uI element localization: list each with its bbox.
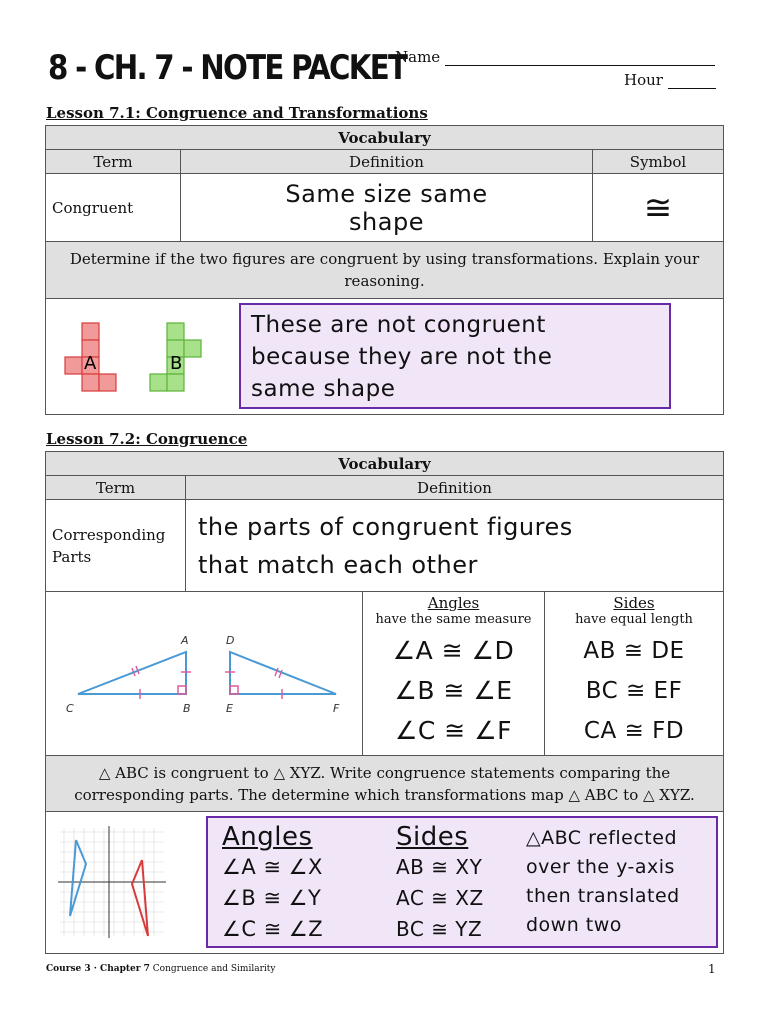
footer [46, 964, 275, 974]
page-title: 8 - CH. 7 - NOTE PACKET [48, 48, 407, 88]
definition-congruent [181, 174, 593, 242]
vertex-a-label: A [181, 634, 189, 647]
transform-line3: then translated [526, 885, 680, 907]
side-pair-3: CA ≅ FD [583, 718, 685, 744]
answer-line1: These are not congruent [251, 312, 546, 338]
congruence-prompt-line2: corresponding parts. The determine which transformations map △ ABC to △ XYZ. [74, 785, 695, 804]
answer-side-2: AC ≅ XZ [396, 886, 484, 910]
handwritten-definition-line2: shape [349, 207, 424, 236]
transform-line1: △ABC reflected [526, 827, 678, 849]
page-number: 1 [708, 962, 716, 976]
transform-line4: down two [526, 914, 622, 936]
angles-cell [363, 592, 545, 756]
term-congruent: Congruent [46, 174, 181, 242]
answer-angles-column [222, 822, 323, 945]
angle-pair-1: ∠A ≅ ∠D [392, 636, 515, 665]
col-term-2: Term [46, 476, 186, 500]
lesson-7-2-table [45, 451, 724, 592]
vertex-f-label: F [333, 702, 340, 715]
vocab-header-2: Vocabulary [46, 452, 724, 476]
name-field[interactable] [395, 48, 715, 66]
answer-line3: same shape [251, 376, 396, 402]
triangles-cell [46, 592, 363, 756]
angles-heading: Angles [427, 594, 480, 612]
figures-answer-cell [46, 299, 724, 415]
hour-field[interactable] [624, 71, 716, 89]
answer-angle-3: ∠C ≅ ∠Z [222, 917, 324, 941]
answer-angle-2: ∠B ≅ ∠Y [222, 886, 322, 910]
answer-transform-column [526, 824, 680, 940]
figure-a-label: A [84, 353, 97, 374]
answer-side-3: BC ≅ YZ [396, 917, 483, 941]
vertex-d-label: D [226, 634, 235, 647]
handwritten-definition-line1: Same size same [285, 179, 488, 208]
footer-course: Course 3 · Chapter 7 [46, 964, 150, 974]
angles-subheading: have the same measure [375, 612, 532, 627]
polyomino-figures [60, 317, 240, 417]
answer-box-7-1 [239, 303, 671, 409]
vocab-header: Vocabulary [46, 126, 724, 150]
vertex-b-label: B [183, 702, 191, 715]
triangles-figure [50, 628, 360, 748]
lesson-7-2-heading: Lesson 7.2: Congruence [46, 430, 248, 448]
congruence-answer-cell [46, 812, 724, 954]
handwritten-def2-line1: the parts of congruent figures [198, 512, 573, 541]
term-corresponding-parts: Corresponding Parts [46, 500, 186, 592]
answer-angle-1: ∠A ≅ ∠X [222, 855, 323, 879]
col-term: Term [46, 150, 181, 174]
figures-prompt: Determine if the two figures are congruent by using transformations. Explain your reasoning. [46, 242, 724, 299]
answer-angles-heading: Angles [222, 822, 313, 852]
figure-b-label: B [170, 353, 183, 374]
angle-pair-2: ∠B ≅ ∠E [394, 676, 513, 705]
col-definition-2: Definition [186, 476, 724, 500]
answer-sides-column [396, 822, 484, 945]
vertex-c-label: C [66, 702, 74, 715]
side-pair-1: AB ≅ DE [583, 638, 685, 664]
name-label: Name [395, 48, 441, 66]
corresponding-parts-table [45, 591, 724, 954]
vertex-e-label: E [226, 702, 233, 715]
sides-cell [545, 592, 724, 756]
answer-sides-heading: Sides [396, 822, 469, 852]
answer-line2: because they are not the [251, 344, 553, 370]
coordinate-grid [54, 824, 174, 944]
lesson-7-1-table [45, 125, 724, 415]
hour-label: Hour [624, 71, 663, 89]
sides-heading: Sides [613, 594, 655, 612]
lesson-7-1-heading: Lesson 7.1: Congruence and Transformations [46, 104, 428, 122]
handwritten-def2-line2: that match each other [198, 550, 478, 579]
congruence-prompt [46, 756, 724, 812]
congruence-prompt-line1: △ ABC is congruent to △ XYZ. Write congruence statements comparing the [98, 763, 671, 782]
col-definition: Definition [181, 150, 593, 174]
side-pair-2: BC ≅ EF [585, 678, 683, 704]
transform-line2: over the y-axis [526, 856, 675, 878]
col-symbol: Symbol [593, 150, 724, 174]
definition-corresponding-parts [186, 500, 724, 592]
answer-box-7-2 [206, 816, 718, 948]
congruent-symbol: ≅ [593, 174, 724, 242]
sides-subheading: have equal length [575, 612, 693, 627]
footer-subtitle: Congruence and Similarity [152, 964, 276, 974]
angle-pair-3: ∠C ≅ ∠F [394, 716, 512, 745]
answer-side-1: AB ≅ XY [396, 855, 483, 879]
